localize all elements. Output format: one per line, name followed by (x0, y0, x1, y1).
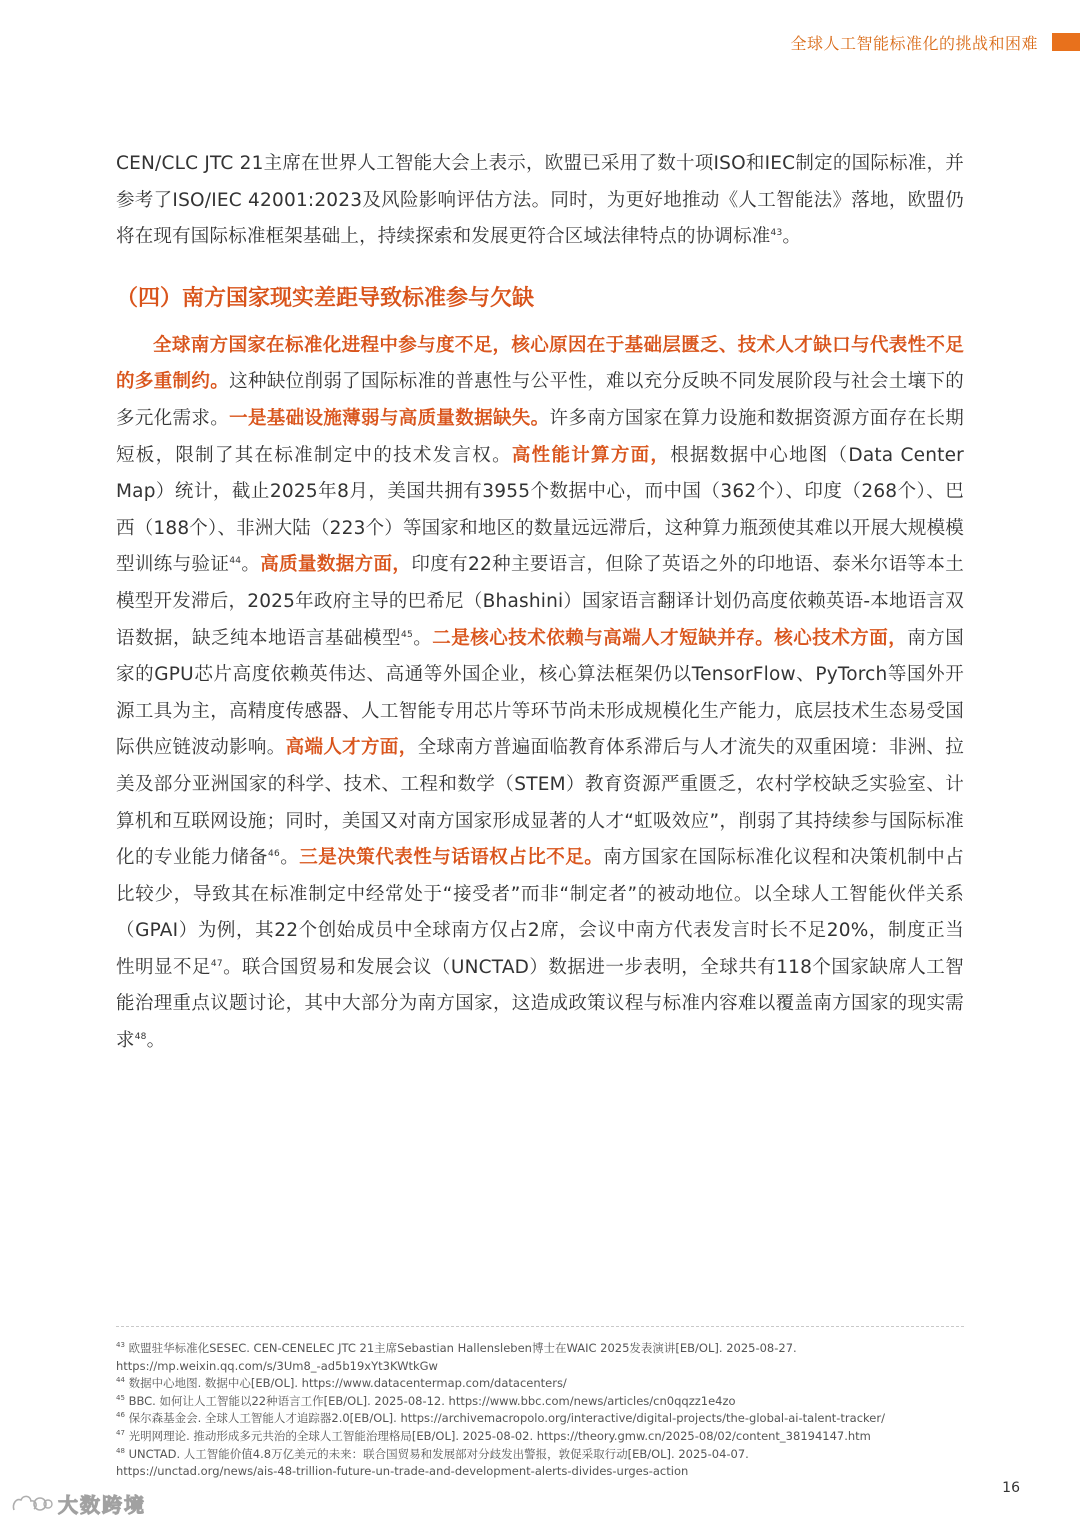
sub-point: 高质量数据方面， (260, 554, 412, 576)
footnote-ref[interactable]: 44 (229, 556, 242, 567)
footnote-43: $^{43}$ 欧盟驻华标准化SESEC. CEN-CENELEC JTC 21主席Sebastian Hallensleben博士在WAIC 2025发表演讲[EB/OL]. 2025-08-27. https://mp.weixin.qq.com/s/3Um8_-ad5b19xYt3KWtkGw (116, 1341, 797, 1373)
footnote-45: $^{45}$ BBC. 如何让人工智能以22种语言工作[EB/OL]. 2025-08-12. https://www.bbc.com/news/articles/cn0qqzz1e4zo (116, 1393, 736, 1408)
running-header (790, 28, 1080, 56)
footnotes (116, 1340, 976, 1481)
footnote-46: $^{46}$ 保尔森基金会. 全球人工智能人才追踪器2.0[EB/OL]. https://archivemacropolo.org/interactive/digital-projects/the-global-ai-talent-tracker/ (116, 1411, 885, 1426)
header-accent-bar (1052, 33, 1080, 51)
sub-point: 高性能计算方面， (511, 444, 671, 466)
sub-point: 高端人才方面， (285, 737, 418, 759)
sub-point: 核心技术方面， (774, 627, 908, 649)
footnote-ref[interactable]: 43 (770, 228, 783, 239)
footnote-ref[interactable]: 47 (210, 958, 223, 969)
footnote-47: $^{47}$ 光明网理论. 推动形成多元共治的全球人工智能治理格局[EB/OL]. 2025-08-02. https://theory.gmw.cn/2025-08/02/content_38194147.htm (116, 1428, 871, 1443)
intro-paragraph: CEN/CLC JTC 21主席在世界人工智能大会上表示，欧盟已采用了数十项ISO和IEC制定的国际标准，并参考了ISO/IEC 42001:2023及风险影响评估方法。同时，为更好地推动《人工智能法》落地，欧盟仍将在现有国际标准框架基础上，持续探索和发展更符合区域法律特点的协调标准$^{43}$。 (116, 153, 964, 248)
main-content (116, 146, 964, 1060)
page-number: 16 (1002, 1480, 1020, 1496)
footnote-ref[interactable]: 45 (401, 629, 413, 640)
section-paragraph: 全球南方国家在标准化进程中参与度不足，核心原因在于基础层匮乏、技术人才缺口与代表性不足的多重制约。这种缺位削弱了国际标准的普惠性与公平性，难以充分反映不同发展阶段与社会土壤下的多元化需求。一是基础设施薄弱与高质量数据缺失。许多南方国家在算力设施和数据资源方面存在长期短板，限制了其在标准制定中的技术发言权。高性能计算方面，根据数据中心地图（Data Center Map）统计，截止2025年8月，美国共拥有3955个数据中心，而中国（362个）、印度（268个）、巴西（188个）、非洲大陆（223个）等国家和地区的数量远远滞后，这种算力瓶颈使其难以开展大规模模型训练与验证$^{44}$。高质量数据方面，印度有22种主要语言，但除了英语之外的印地语、泰米尔语等本土模型开发滞后，2025年政府主导的巴希尼（Bhashini）国家语言翻译计划仍高度依赖英语-本地语言双语数据，缺乏纯本地语言基础模型$^{45}$。二是核心技术依赖与高端人才短缺并存。核心技术方面，南方国家的GPU芯片高度依赖英伟达、高通等外国企业，核心算法框架仍以TensorFlow、PyTorch等国外开源工具为主，高精度传感器、人工智能专用芯片等环节尚未形成规模化生产能力，底层技术生态易受国际供应链波动影响。高端人才方面，全球南方普遍面临教育体系滞后与人才流失的双重困境：非洲、拉美及部分亚洲国家的科学、技术、工程和数学（STEM）教育资源严重匮乏，农村学校缺乏实验室、计算机和互联网设施；同时，美国又对南方国家形成显著的人才“虹吸效应”，削弱了其持续参与国际标准化的专业能力储备$^{46}$。三是决策代表性与话语权占比不足。南方国家在国际标准化议程和决策机制中占比较少，导致其在标准制定中经常处于“接受者”而非“制定者”的被动地位。以全球人工智能伙伴关系（GPAI）为例，其22个创始成员中全球南方仅占2席，会议中南方代表发言时长不足20%，制度正当性明显不足$^{47}$。联合国贸易和发展会议（UNCTAD）数据进一步表明，全球共有118个国家缺席人工智能治理重点议题讨论，其中大部分为南方国家，这造成政策议程与标准内容难以覆盖南方国家的现实需求$^{48}$。 (116, 334, 965, 1052)
key-point: 二是核心技术依赖与高端人才短缺并存。 (432, 627, 775, 649)
brand-logo-icon (10, 1492, 54, 1516)
watermark (10, 1489, 146, 1518)
footnote-link[interactable]: https://unctad.org/news/ais-48-trillion-future-un-trade-and-development-alerts-divides-urges-action (116, 1464, 689, 1479)
header-title: 全球人工智能标准化的挑战和困难 (790, 33, 1038, 53)
footnote-divider (116, 1326, 964, 1327)
footnote-ref[interactable]: 46 (268, 848, 280, 859)
footnote-ref[interactable]: 48 (134, 1031, 147, 1042)
key-point: 三是决策代表性与话语权占比不足。 (299, 847, 604, 869)
footnote-link[interactable]: https://mp.weixin.qq.com/s/3Um8_-ad5b19xYt3KWtkGw (116, 1358, 438, 1373)
key-point: 一是基础设施薄弱与高质量数据缺失。 (229, 407, 550, 429)
watermark-text: 大数跨境 (58, 1493, 146, 1517)
section-heading: （四）南方国家现实差距导致标准参与欠缺 (116, 285, 535, 311)
key-point: 全球南方国家在标准化进程中参与度不足，核心原因在于基础层匮乏、技术人才缺口与代表性不足的多重制约。 (116, 334, 964, 393)
footnote-48: $^{48}$ UNCTAD. 人工智能价值4.8万亿美元的未来：联合国贸易和发展部对分歧发出警报，敦促采取行动[EB/OL]. 2025-04-07. https://unctad.org/news/ais-48-trillion-future-un-trade-and-development-alerts-divides-urges-action (116, 1446, 749, 1479)
footnote-44: $^{44}$ 数据中心地图. 数据中心[EB/OL]. https://www.datacentermap.com/datacenters/ (116, 1376, 567, 1391)
